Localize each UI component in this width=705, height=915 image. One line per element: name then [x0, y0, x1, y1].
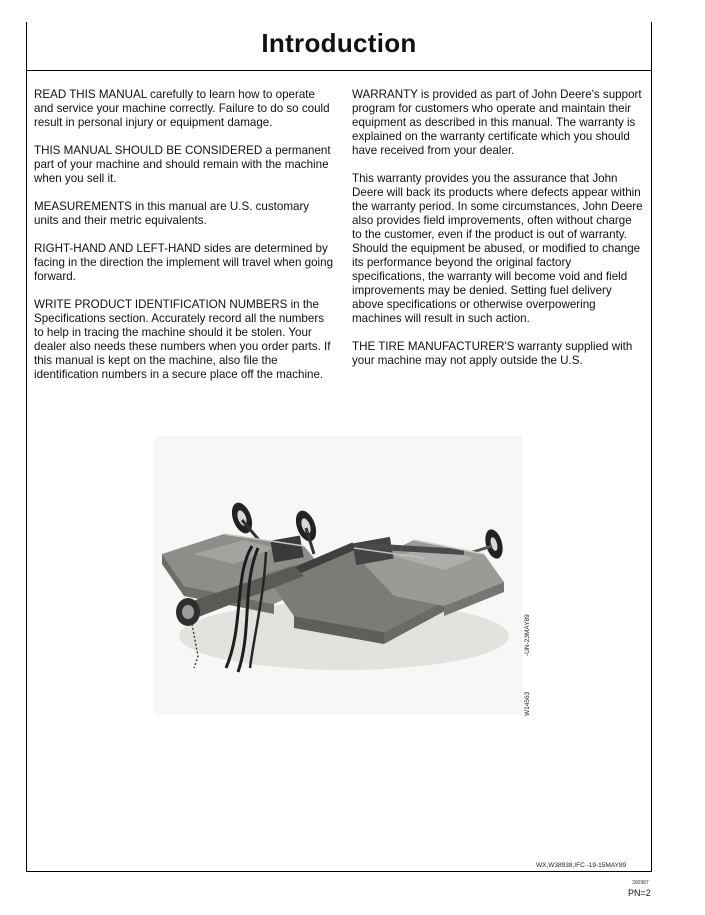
photo-code — [522, 616, 540, 716]
paragraph-identification-numbers: WRITE PRODUCT IDENTIFICATION NUMBERS in the Specifications section. Accurately record all the numbers to help in tracing the machine should it be stolen. Your dealer also needs these numbers when you order parts. If this manual is kept on the machine, also file the identification numbers in a secure place off the machine. — [34, 298, 331, 381]
rotary-cutter-illustration — [154, 436, 522, 715]
paragraph-measurements: MEASUREMENTS in this manual are U.S. customary units and their metric equivalents. — [34, 200, 310, 227]
paragraph-warranty-assurance: This warranty provides you the assurance that John Deere will back its products where defects appear within the warranty period. In some circumstances, John Deere also provides field improvements, often without charge to the customer, even if the product is out of warranty. Should the equipment be abused, or modified to change its performance beyond the original factory specifications, the warranty will become void and field improvements may be denied. Setting fuel delivery above specifications or otherwise overpowering machines will result in such action. — [352, 172, 643, 325]
rotary-cutter-photo — [154, 436, 522, 715]
paragraph-right-left-hand: RIGHT-HAND AND LEFT-HAND sides are determined by facing in the direction the implement will travel when going forward. — [34, 242, 334, 283]
left-column — [34, 88, 334, 396]
paragraph-manual-part: THIS MANUAL SHOULD BE CONSIDERED a permanent part of your machine and should remain with the machine when you sell it. — [34, 144, 331, 185]
photo-code-date: -UN-23MAY89 — [524, 614, 531, 656]
page-number: PN=2 — [628, 888, 651, 898]
paragraph-read-manual: READ THIS MANUAL carefully to learn how to operate and service your machine correctly. Failure to do so could result in personal injury or equipment damage. — [34, 88, 330, 129]
right-column — [352, 88, 644, 382]
paragraph-warranty: WARRANTY is provided as part of John Deere's support program for customers who operate and maintain their equipment as described in this manual. The warranty is explained on the warranty certificate which you should have received from your dealer. — [352, 88, 642, 157]
paragraph-tire-warranty: THE TIRE MANUFACTURER'S warranty supplied with your machine may not apply outside the U.S. — [352, 340, 633, 367]
footer-reference: WX,W38938,IFC -19-15MAY89 — [536, 862, 627, 869]
footer-small-code: 300987 — [632, 880, 649, 886]
photo-code-number: W14563 — [524, 691, 531, 716]
page-title: Introduction — [261, 28, 417, 58]
